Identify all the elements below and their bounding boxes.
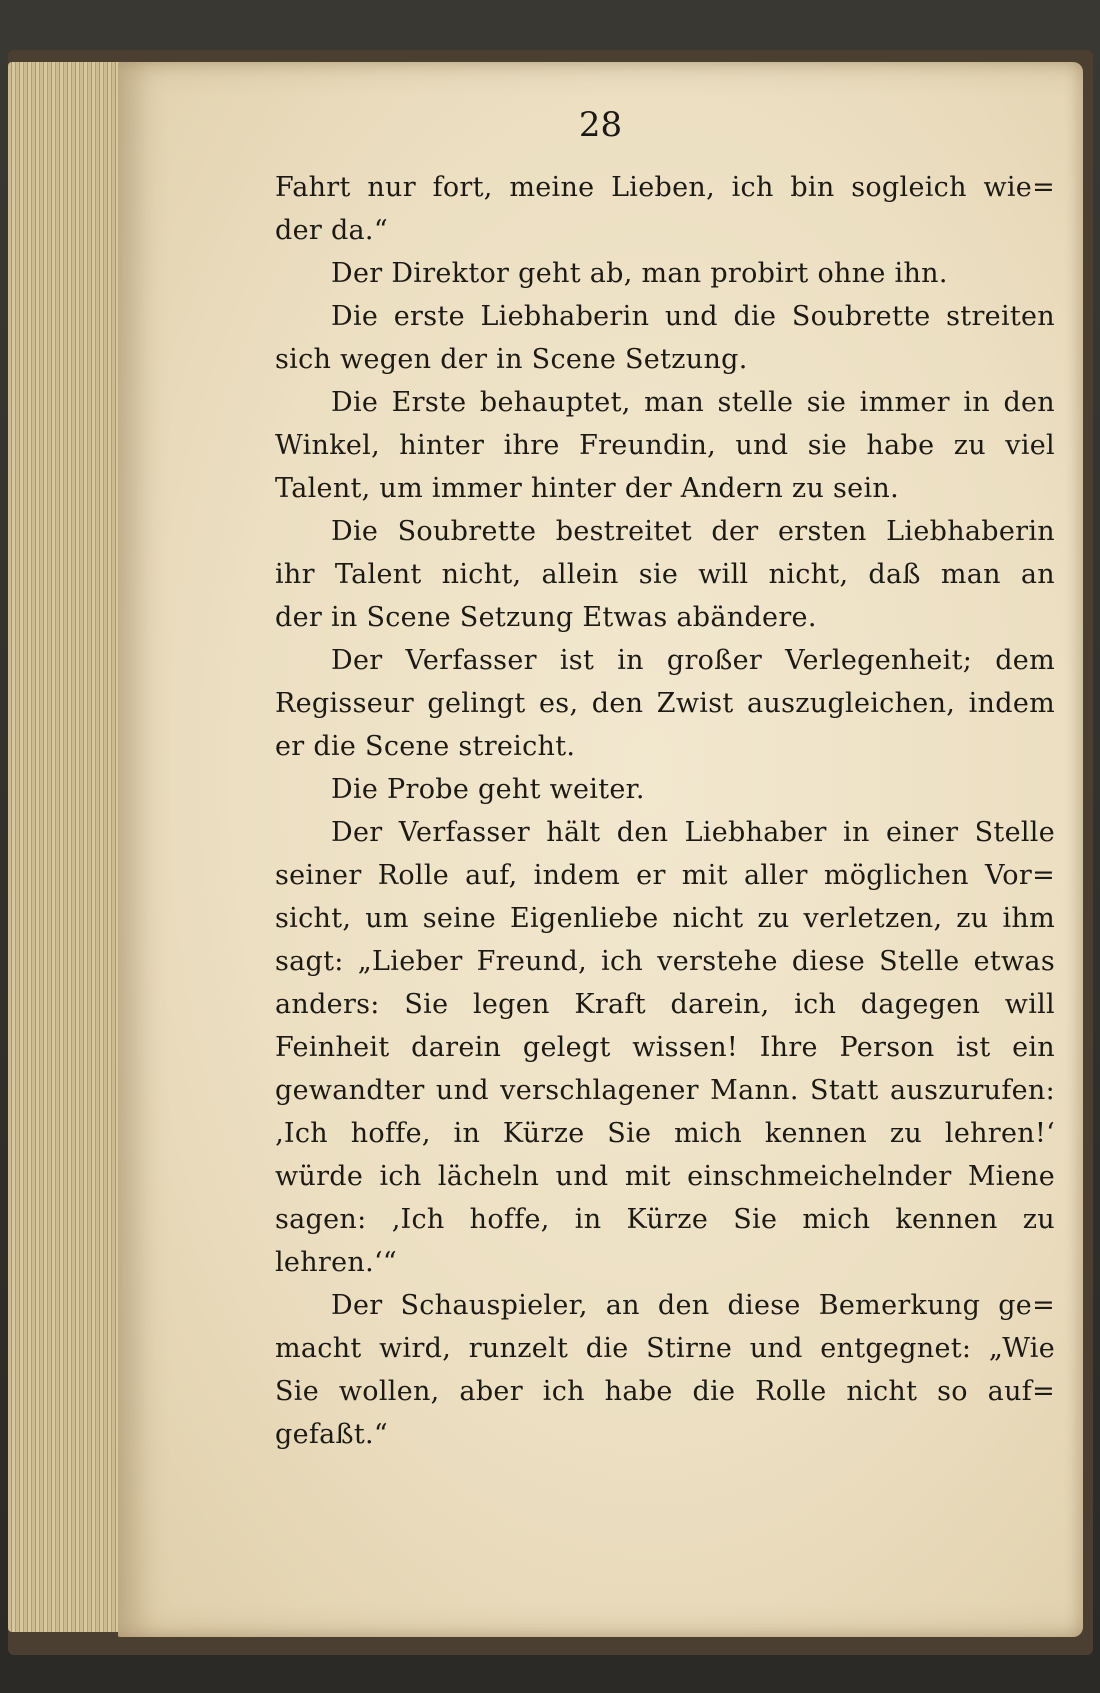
text-line: sicht, um seine Eigenliebe nicht zu verletzen, zu ihm bbox=[275, 903, 1055, 934]
text-line: würde ich lächeln und mit einschmeichelnder Miene bbox=[275, 1161, 1055, 1192]
text-line: Der Verfasser hält den Liebhaber in einer Stelle bbox=[331, 817, 1055, 848]
text-line: Die erste Liebhaberin und die Soubrette streiten bbox=[331, 301, 1055, 332]
text-line: gefaßt.“ bbox=[275, 1419, 389, 1450]
text-line: Winkel, hinter ihre Freundin, und sie habe zu viel bbox=[275, 430, 1055, 461]
body-text bbox=[275, 166, 1055, 1456]
text-line: Fahrt nur fort, meine Lieben, ich bin sogleich wie= bbox=[275, 172, 1055, 203]
text-line: der da.“ bbox=[275, 215, 388, 246]
text-line: Die Erste behauptet, man stelle sie immer in den bbox=[331, 387, 1055, 418]
text-line: anders: Sie legen Kraft darein, ich dagegen will bbox=[275, 989, 1055, 1020]
text-line: er die Scene streicht. bbox=[275, 731, 576, 762]
text-line: Feinheit darein gelegt wissen! Ihre Person ist ein bbox=[275, 1032, 1055, 1063]
text-line: Sie wollen, aber ich habe die Rolle nicht so auf= bbox=[275, 1376, 1055, 1407]
page-number: 28 bbox=[578, 105, 623, 145]
text-line: macht wird, runzelt die Stirne und entgegnet: „Wie bbox=[275, 1333, 1055, 1364]
text-line: Der Schauspieler, an den diese Bemerkung ge= bbox=[331, 1290, 1055, 1321]
text-line: Die Soubrette bestreitet der ersten Liebhaberin bbox=[331, 516, 1055, 547]
text-line: Der Direktor geht ab, man probirt ohne ihn. bbox=[331, 258, 948, 289]
text-line: ihr Talent nicht, allein sie will nicht, daß man an bbox=[275, 559, 1055, 590]
text-line: Regisseur gelingt es, den Zwist auszugleichen, indem bbox=[275, 688, 1055, 719]
text-line: Die Probe geht weiter. bbox=[331, 774, 645, 805]
text-line: sagt: „Lieber Freund, ich verstehe diese Stelle etwas bbox=[275, 946, 1055, 977]
text-line: sich wegen der in Scene Setzung. bbox=[275, 344, 748, 375]
text-line: seiner Rolle auf, indem er mit aller möglichen Vor= bbox=[275, 860, 1055, 891]
text-line: der in Scene Setzung Etwas abändere. bbox=[275, 602, 817, 633]
text-line: gewandter und verschlagener Mann. Statt auszurufen: bbox=[275, 1075, 1055, 1106]
text-line: sagen: ‚Ich hoffe, in Kürze Sie mich kennen zu bbox=[275, 1204, 1055, 1235]
text-line: Talent, um immer hinter der Andern zu sein. bbox=[275, 473, 899, 504]
text-line: ‚Ich hoffe, in Kürze Sie mich kennen zu lehren!‘ bbox=[275, 1118, 1055, 1149]
text-line: Der Verfasser ist in großer Verlegenheit; dem bbox=[331, 645, 1055, 676]
text-line: lehren.‘“ bbox=[275, 1247, 397, 1278]
